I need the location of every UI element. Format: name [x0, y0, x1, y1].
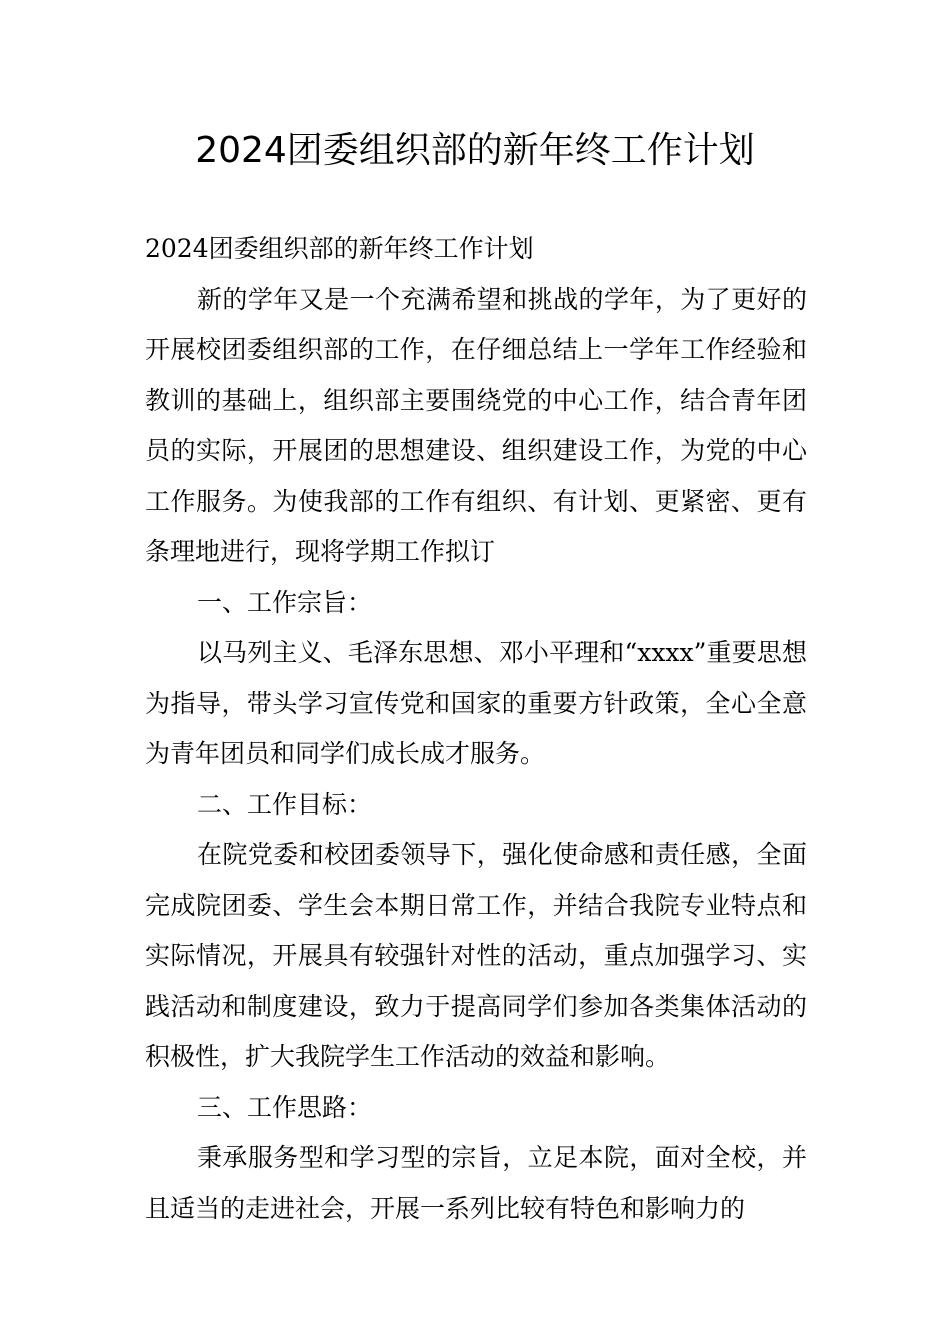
- document-title: 2024团委组织部的新年终工作计划: [195, 130, 755, 171]
- purpose-paragraph: 以马列主义、毛泽东思想、邓小平理和“xxxx”重要思想为指导，带头学习宣传党和国家的重要方针政策，全心全意为青年团员和同学们成长成才服务。: [145, 638, 807, 768]
- subtitle-paragraph: 2024团委组织部的新年终工作计划: [145, 234, 534, 263]
- section-heading-approach: 三、工作思路：: [197, 1092, 373, 1122]
- intro-paragraph: 新的学年又是一个充满希望和挑战的学年，为了更好的开展校团委组织部的工作，在仔细总结上一学年工作经验和教训的基础上，组织部主要围绕党的中心工作，结合青年团员的实际，开展团的思想建设、组织建设工作，为党的中心工作服务。为使我部的工作有组织、有计划、更紧密、更有条理地进行，现将学期工作拟订: [145, 284, 807, 566]
- approach-paragraph: 秉承服务型和学习型的宗旨，立足本院，面对全校，并且适当的走进社会，开展一系列比较有特色和影响力的: [145, 1143, 807, 1223]
- section-heading-goals: 二、工作目标：: [197, 789, 373, 819]
- section-heading-purpose: 一、工作宗旨：: [197, 587, 373, 617]
- document-body: [145, 224, 807, 1234]
- goals-paragraph: 在院党委和校团委领导下，强化使命感和责任感，全面完成院团委、学生会本期日常工作，并结合我院专业特点和实际情况，开展具有较强针对性的活动，重点加强学习、实践活动和制度建设，致力于提高同学们参加各类集体活动的积极性，扩大我院学生工作活动的效益和影响。: [145, 840, 807, 1071]
